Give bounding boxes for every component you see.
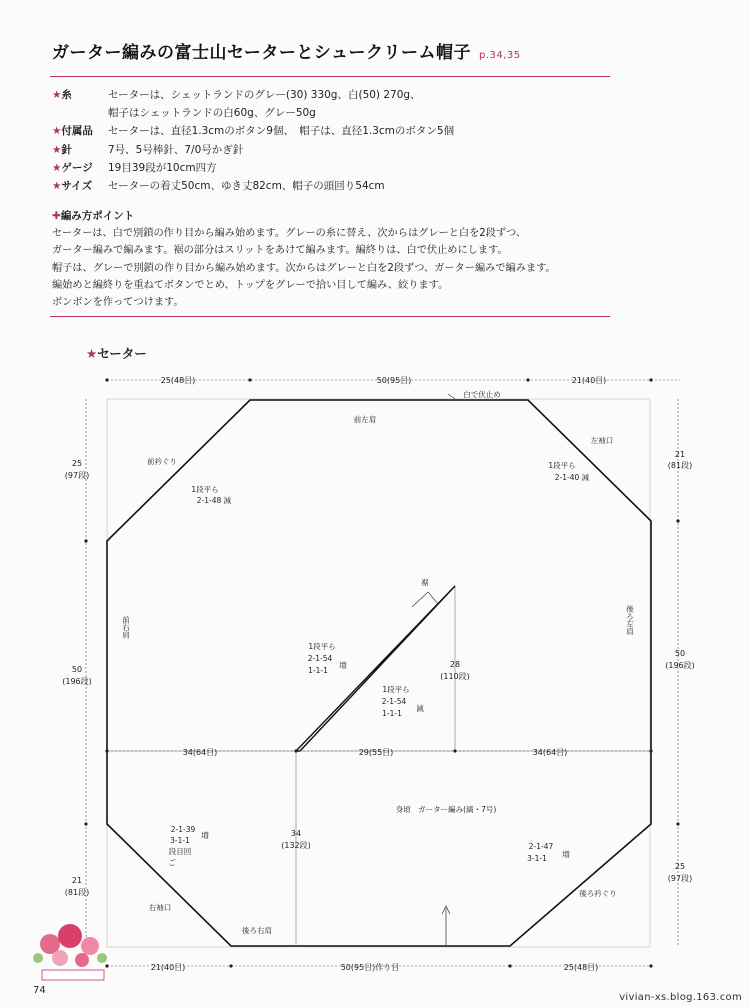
dim-mid-left: 34(64目) — [182, 748, 218, 757]
back-left-shoulder: 後ろ左肩 — [625, 605, 635, 635]
left-top-h1: 25 — [71, 459, 83, 468]
left-top-h2: (97段) — [64, 471, 90, 480]
front-right-shoulder: 前右肩 — [121, 615, 131, 639]
slit-h1: 28 — [449, 660, 461, 669]
section-title: ★セーター — [86, 346, 147, 361]
spec-needles: ★針 7号、5号棒針、7/0号かぎ針 — [52, 143, 244, 156]
slit-inc-3: 1-1-1 — [308, 666, 328, 675]
right-bot-h2: (97段) — [667, 874, 693, 883]
front-neck-dec-1: 1段平ら — [191, 485, 219, 494]
dim-mid-right: 34(64目) — [532, 748, 568, 757]
left-mid-h1: 50 — [71, 665, 83, 674]
title-text: ガーター編みの富士山セーターとシュークリーム帽子 — [52, 43, 471, 63]
left-bot-h1: 21 — [71, 876, 83, 885]
back-neck-inc-mark: 増 — [562, 850, 570, 859]
left-mid-h2: (196段) — [62, 677, 92, 686]
center-h2: (132段) — [281, 841, 311, 850]
slit-leader-2 — [412, 592, 428, 607]
right-mid-h1: 50 — [674, 649, 686, 658]
points-heading: ✚編み方ポイント — [52, 210, 135, 222]
center-h1: 34 — [290, 829, 302, 838]
slit-inc-1: 1段平ら — [308, 642, 336, 651]
flower-stamp-icon — [20, 914, 120, 986]
title-page-ref: p.34,35 — [478, 50, 521, 61]
slit-inc-2: 2-1-54 — [307, 654, 333, 663]
points-text: セーターは、白で別鎖の作り目から編み始めます。グレーの糸に替え、次からはグレーと白を2段ずつ、 ガーター編みで編みます。裾の部分はスリットをあけて編みます。編終りは、白で伏止めにします。 帽子は、グレーで別鎖の作り目から編み始めます。次からはグレーと白を2段ずつ、ガーター編みで編みます。 編始めと編終りを重ねてボタンでとめ、トップをグレーで拾い目して編み、絞ります。 ボンボンを作ってつけます。 — [52, 228, 556, 309]
front-left-shoulder: 前左肩 — [353, 415, 377, 424]
dim-bot-right: 25(48目) — [563, 963, 599, 972]
page-number: 74 — [33, 985, 46, 996]
left-cuff-dec-2: 2-1-40 減 — [554, 473, 590, 482]
left-cuff-dec-1: 1段平ら — [548, 461, 576, 470]
slit-label: 裾 — [421, 578, 429, 587]
slit-dec-mark: 減 — [416, 704, 424, 713]
right-cuff-inc-4: ご — [168, 858, 176, 867]
body-label: 身頃 ガーター編み(縞・7号) — [395, 805, 497, 814]
back-neck-inc-2: 3-1-1 — [527, 854, 547, 863]
spec-yarn: ★糸 セーターは、シェットランドのグレー(30) 330g、白(50) 270g、 帽子はシェットランドの白60g、グレー50g — [52, 89, 421, 120]
right-bot-h1: 25 — [674, 862, 686, 871]
dim-mid-center: 29(55目) — [358, 748, 394, 757]
spec-notions: ★付属品 セーターは、直径1.3cmのボタン9個、 帽子は、直径1.3cmのボタン5個 — [52, 125, 455, 138]
slit-h2: (110段) — [440, 672, 470, 681]
bindoff-leader — [448, 394, 455, 399]
dim-bot-left: 21(40目) — [150, 963, 186, 972]
spec-gauge: ★ゲージ 19目39段が10cm四方 — [52, 161, 217, 174]
right-mid-h2: (196段) — [665, 661, 695, 670]
right-top-h2: (81段) — [667, 461, 693, 470]
back-neck-inc-1: 2-1-47 — [528, 842, 554, 851]
spec-size: ★サイズ セーターの着丈50cm、ゆき丈82cm、帽子の頭回り54cm — [52, 180, 385, 193]
right-cuff-inc-2: 3-1-1 — [170, 836, 190, 845]
right-cuff-inc-1: 2-1-39 — [170, 825, 196, 834]
right-cuff-inc-3: 段目回 — [168, 847, 192, 856]
slit-dec-2: 2-1-54 — [381, 697, 407, 706]
slit-dec-3: 1-1-1 — [382, 709, 402, 718]
dim-top-right: 21(40目) — [571, 376, 607, 385]
dim-top-left: 25(48目) — [160, 376, 196, 385]
right-cuff-inc-mark: 増 — [201, 831, 209, 840]
bind-off-label: 白で伏止め — [463, 390, 501, 399]
dim-bot-mid: 50(95目)作り目 — [340, 963, 400, 972]
slit-dec-1: 1段平ら — [382, 685, 410, 694]
watermark: vivian-xs.blog.163.com — [619, 992, 742, 1003]
back-neck-label: 後ろ衿ぐり — [579, 889, 617, 898]
right-top-h1: 21 — [674, 450, 686, 459]
right-cuff-label: 右袖口 — [148, 903, 172, 912]
front-neck-dec-2: 2-1-48 減 — [196, 496, 232, 505]
back-right-shoulder: 後ろ右肩 — [242, 926, 272, 935]
left-cuff-label: 左袖口 — [590, 436, 614, 445]
front-neck-label: 前衿ぐり — [147, 457, 177, 466]
slit-leader — [428, 592, 438, 604]
left-bot-h2: (81段) — [64, 888, 90, 897]
slit-inc-mark: 増 — [339, 661, 347, 670]
dim-top-mid: 50(95目) — [376, 376, 412, 385]
